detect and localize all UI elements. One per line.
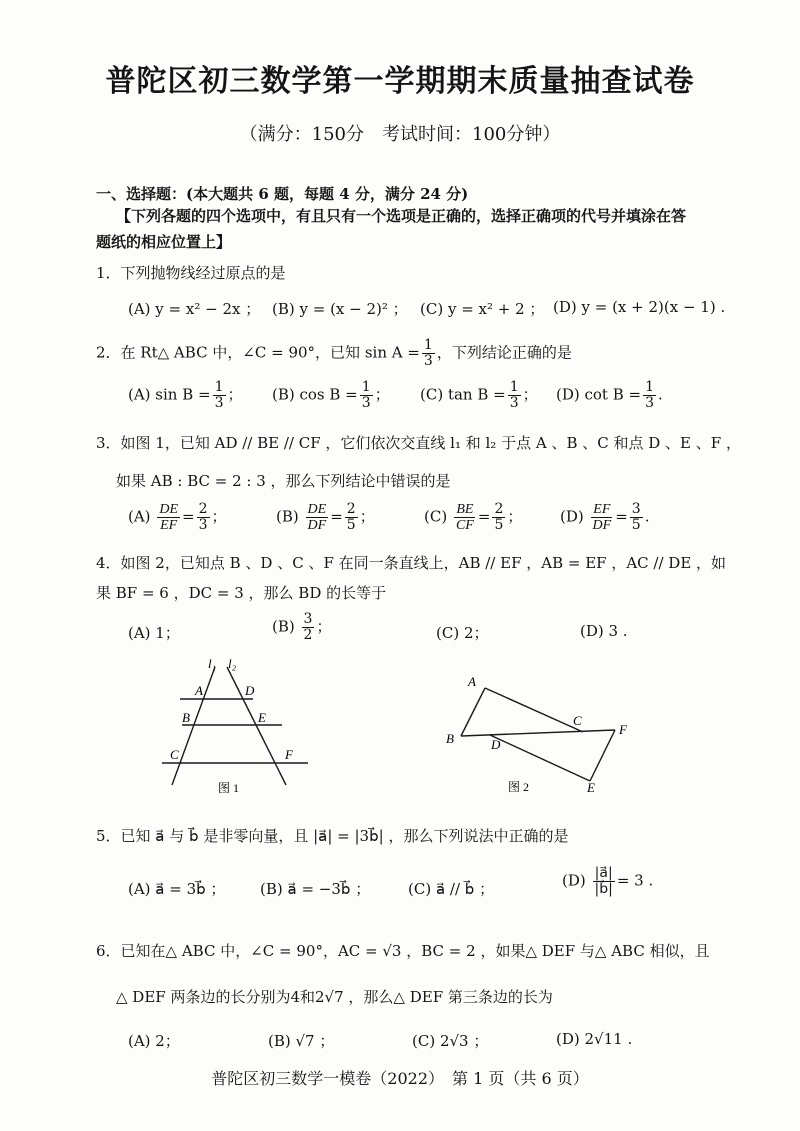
fraction-numerator: 1 bbox=[423, 337, 433, 353]
label-f: F bbox=[619, 722, 627, 737]
fraction-denominator: EF bbox=[160, 518, 178, 533]
segment-bf bbox=[461, 730, 615, 736]
option-fraction-left bbox=[454, 502, 476, 533]
question-2-stem-fraction bbox=[422, 338, 435, 369]
question-4-option-b bbox=[272, 612, 331, 643]
segment-ab bbox=[461, 688, 485, 736]
figure-1-diagram bbox=[150, 655, 320, 800]
label-c: C bbox=[573, 713, 582, 728]
fraction-denominator: DF bbox=[592, 518, 612, 533]
fraction-numerator: DE bbox=[307, 502, 327, 517]
option-fraction-right bbox=[197, 502, 210, 533]
figure-2-caption: 图 2 bbox=[508, 780, 530, 794]
instruction-line-1: 【下列各题的四个选项中，有且只有一个选项是正确的，选择正确项的代号并填涂在答 bbox=[116, 207, 687, 225]
question-2-stem-post: ，下列结论正确的是 bbox=[436, 343, 572, 362]
question-6-stem-2: △ DEF 两条边的长分别为4和2√7 ，那么△ DEF 第三条边的长为 bbox=[116, 988, 553, 1006]
option-label: (C) tan B = bbox=[420, 385, 506, 404]
fraction-numerator: EF bbox=[593, 502, 611, 517]
segment-fe bbox=[590, 730, 615, 781]
question-2-option-d bbox=[556, 380, 663, 411]
line-l1 bbox=[172, 667, 215, 785]
label-d: D bbox=[245, 683, 255, 698]
question-2-option-a bbox=[128, 380, 243, 411]
question-5-option-a: (A) a⃗ = 3b⃗ ； bbox=[128, 880, 226, 898]
figure-2-diagram bbox=[435, 668, 645, 798]
option-label: (D) bbox=[560, 507, 584, 526]
segment-ac bbox=[485, 688, 583, 732]
question-6-option-b: (B) √7 ； bbox=[268, 1032, 335, 1050]
question-5-option-b: (B) a⃗ = −3b⃗ ； bbox=[260, 880, 371, 898]
fraction-denominator: CF bbox=[455, 518, 474, 533]
fraction-numerator: 1 bbox=[645, 379, 655, 395]
label-b: B bbox=[182, 710, 190, 725]
option-label: (B) bbox=[276, 507, 299, 526]
option-label: (A) bbox=[128, 507, 151, 526]
question-5-option-d bbox=[562, 866, 653, 897]
fraction-denominator: 5 bbox=[346, 517, 356, 533]
label-f: F bbox=[285, 747, 293, 762]
option-fraction-left bbox=[306, 502, 329, 533]
question-3-option-c: (C) $\frac{BE}{CF}$ = $\frac{2}{5}$ ； bbox=[424, 501, 523, 533]
line-l2 bbox=[227, 667, 286, 785]
question-6-option-a: (A) 2； bbox=[128, 1032, 180, 1050]
option-fraction-left bbox=[157, 502, 180, 533]
question-3-stem: 3．如图 1，已知 AD // BE // CF ，它们依次交直线 l₁ 和 l₂ 于点 A 、B 、C 和点 D 、E 、F ， bbox=[96, 434, 741, 452]
fraction-numerator: 2 bbox=[198, 501, 208, 517]
fraction-numerator: 3 bbox=[631, 501, 641, 517]
label-e: E bbox=[258, 710, 266, 725]
option-end: ； bbox=[522, 385, 538, 404]
option-label: (D) cot B = bbox=[556, 385, 642, 404]
label-b: B bbox=[446, 731, 454, 746]
exam-title: 普陀区初三数学第一学期期末质量抽查试卷 bbox=[105, 64, 695, 99]
fraction-numerator: 1 bbox=[214, 379, 224, 395]
label-a: A bbox=[468, 674, 476, 689]
figure-1-caption: 图 1 bbox=[218, 781, 240, 795]
fraction-denominator: 3 bbox=[214, 395, 224, 411]
question-2-option-c bbox=[420, 380, 538, 411]
page-footer: 普陀区初三数学一模卷（2022） 第 1 页（共 6 页） bbox=[211, 1069, 589, 1088]
option-fraction bbox=[508, 380, 521, 411]
fraction-denominator: 3 bbox=[198, 517, 208, 533]
question-1-stem: 1．下列抛物线经过原点的是 bbox=[96, 264, 286, 282]
segment-de bbox=[490, 735, 590, 781]
option-fraction bbox=[360, 380, 373, 411]
label-l2: l₂ bbox=[228, 656, 237, 671]
option-label: (B) bbox=[272, 617, 295, 636]
fraction-numerator: DE bbox=[159, 502, 178, 517]
option-end: = 3 . bbox=[616, 871, 654, 890]
option-end: ； bbox=[227, 385, 243, 404]
label-e: E bbox=[587, 780, 595, 795]
option-fraction-right bbox=[492, 502, 505, 533]
question-6-option-c: (C) 2√3 ； bbox=[412, 1032, 489, 1050]
option-end: ； bbox=[359, 507, 375, 526]
option-fraction bbox=[302, 612, 315, 643]
question-6-stem: 6．已知在△ ABC 中，∠C = 90°，AC = √3 ，BC = 2 ，如果△ DEF 与△ ABC 相似，且 bbox=[96, 942, 710, 960]
fraction-denominator: |b⃗| bbox=[594, 881, 613, 897]
fraction-numerator: BE bbox=[456, 502, 474, 517]
question-1-option-d: (D) y = (x + 2)(x − 1) . bbox=[553, 298, 726, 316]
fraction-numerator: |a⃗| bbox=[594, 865, 613, 881]
label-a: A bbox=[195, 683, 203, 698]
fraction-denominator: DF bbox=[307, 518, 327, 533]
option-fraction bbox=[643, 380, 656, 411]
fraction-denominator: 3 bbox=[423, 353, 433, 369]
option-fraction bbox=[213, 380, 226, 411]
fraction-denominator: 5 bbox=[631, 517, 641, 533]
question-3-option-d: (D) $\frac{EF}{DF}$ = $\frac{3}{5}$ . bbox=[560, 501, 650, 533]
label-l1: l₁ bbox=[208, 656, 217, 671]
question-1-option-a: (A) y = x² − 2x ； bbox=[128, 300, 261, 318]
question-3-option-a: (A) $\frac{DE}{EF}$ = $\frac{2}{3}$ ； bbox=[128, 501, 227, 533]
fraction-denominator: 2 bbox=[303, 627, 313, 643]
option-end: ； bbox=[374, 385, 390, 404]
option-end: ； bbox=[316, 617, 332, 636]
question-4-stem-2: 果 BF = 6 ，DC = 3 ，那么 BD 的长等于 bbox=[96, 584, 387, 602]
question-6-option-d: (D) 2√11 . bbox=[556, 1030, 633, 1048]
option-end: ； bbox=[211, 507, 227, 526]
option-label: (D) bbox=[562, 871, 586, 890]
question-4-stem: 4．如图 2，已知点 B 、D 、C 、F 在同一条直线上，AB // EF ，AB = EF ，AC // DE ，如 bbox=[96, 554, 727, 572]
fraction-denominator: 3 bbox=[645, 395, 655, 411]
label-d: D bbox=[491, 737, 501, 752]
fraction-denominator: 3 bbox=[361, 395, 371, 411]
option-fraction bbox=[593, 866, 615, 897]
question-1-option-c: (C) y = x² + 2 ； bbox=[420, 300, 545, 318]
option-end: ； bbox=[507, 507, 523, 526]
option-label: (A) sin B = bbox=[128, 385, 211, 404]
fraction-numerator: 2 bbox=[494, 501, 504, 517]
question-2-option-b bbox=[272, 380, 390, 411]
option-end: . bbox=[644, 507, 650, 526]
option-end: . bbox=[658, 385, 663, 404]
section-heading: 一、选择题：(本大题共 6 题，每题 4 分，满分 24 分) bbox=[96, 185, 469, 203]
fraction-denominator: 5 bbox=[494, 517, 504, 533]
fraction-numerator: 1 bbox=[361, 379, 371, 395]
question-2-stem bbox=[96, 338, 572, 369]
question-2-stem-pre: 2．在 Rt△ ABC 中，∠C = 90°，已知 sin A = bbox=[96, 343, 420, 362]
exam-subtitle: （满分：150分 考试时间：100分钟） bbox=[239, 124, 561, 145]
option-label: (B) cos B = bbox=[272, 385, 358, 404]
fraction-numerator: 3 bbox=[303, 611, 313, 627]
question-4-option-c: (C) 2； bbox=[436, 624, 489, 642]
option-fraction-left bbox=[591, 502, 614, 533]
label-c: C bbox=[170, 747, 179, 762]
question-4-option-a: (A) 1； bbox=[128, 624, 180, 642]
option-fraction-right bbox=[345, 502, 358, 533]
question-5-stem: 5．已知 a⃗ 与 b⃗ 是非零向量，且 |a⃗| = |3b⃗| ，那么下列说法中正确的是 bbox=[96, 827, 569, 845]
question-3-stem-2: 如果 AB : BC = 2 : 3 ，那么下列结论中错误的是 bbox=[116, 472, 451, 490]
instruction-line-2: 题纸的相应位置上】 bbox=[96, 233, 232, 251]
fraction-numerator: 1 bbox=[509, 379, 519, 395]
option-label: (C) bbox=[424, 507, 448, 526]
fraction-numerator: 2 bbox=[346, 501, 356, 517]
question-5-option-c: (C) a⃗ // b⃗ ； bbox=[408, 880, 495, 898]
question-4-option-d: (D) 3 . bbox=[580, 622, 628, 640]
fraction-denominator: 3 bbox=[509, 395, 519, 411]
option-fraction-right bbox=[630, 502, 643, 533]
question-1-option-b: (B) y = (x − 2)² ； bbox=[272, 300, 408, 318]
question-3-option-b: (B) $\frac{DE}{DF}$ = $\frac{2}{5}$ ； bbox=[276, 501, 375, 533]
